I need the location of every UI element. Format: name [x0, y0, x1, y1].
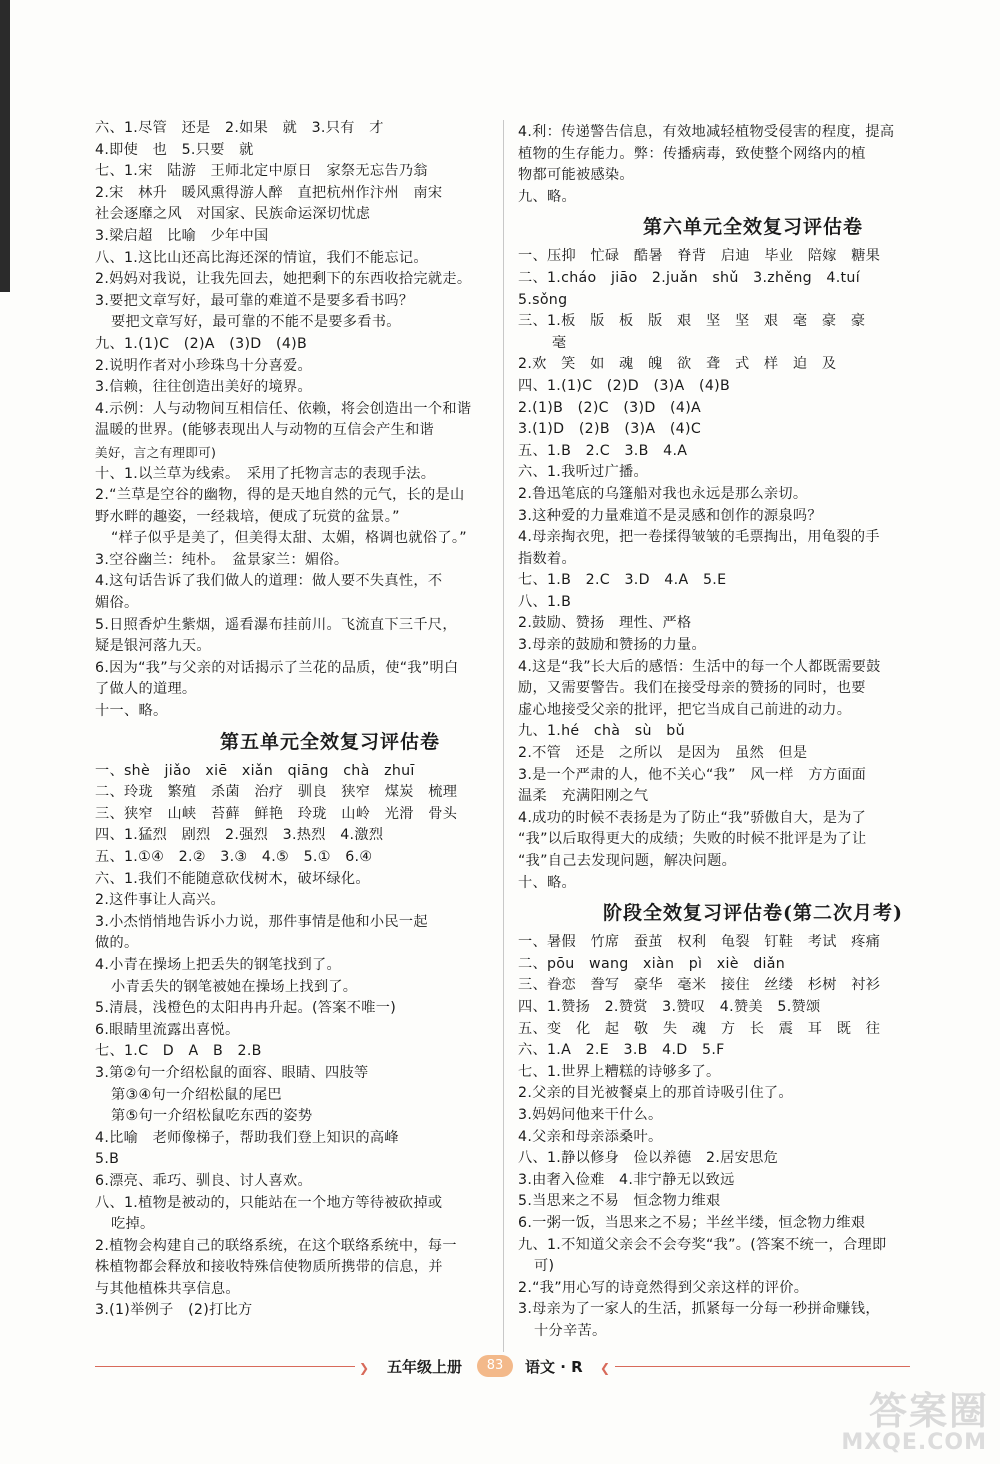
page-number: 83: [477, 1355, 513, 1377]
answer-line: 3.母亲为了一家人的生活，抓紧每一分每一秒拼命赚钱，: [518, 1301, 880, 1318]
answer-line: 九、1.hé chà sù bǔ: [518, 723, 685, 740]
answer-line: 2.这件事让人高兴。: [95, 892, 226, 909]
answer-line: 六、1.我听过广播。: [518, 464, 649, 481]
answer-line: 温柔 充满阳刚之气: [518, 788, 649, 805]
answer-line: 四、1.猛烈 剧烈 2.强烈 3.热烈 4.激烈: [95, 827, 384, 844]
section-heading: 阶段全效复习评估卷(第二次月考): [603, 902, 903, 925]
answer-line: 2.植物会构建自己的联络系统，在这个联络系统中，每一: [95, 1237, 457, 1254]
answer-line: 二、玲珑 繁殖 杀菌 治疗 驯良 狭窄 煤炭 梳理: [95, 784, 458, 801]
answer-line: 6.因为“我”与父亲的对话揭示了兰花的品质，使“我”明白: [95, 659, 459, 676]
answer-line: 2.鼓励、赞扬 理性、严格: [518, 615, 692, 632]
footer-ornament-right: ❮: [600, 1361, 611, 1375]
answer-line: 3.(1)D (2)B (3)A (4)C: [518, 421, 702, 438]
answer-line: 5.当思来之不易 恒念物力维艰: [518, 1193, 721, 1210]
answer-line: 2.鲁迅笔底的乌篷船对我也永远是那么亲切。: [518, 485, 808, 502]
answer-line: 3.要把文章写好，最可靠的难道不是要多看书吗？: [95, 292, 414, 309]
answer-line: 九、略。: [518, 188, 576, 205]
answer-line: 4.这句话告诉了我们做人的道理：做人要不失真性，不: [95, 573, 443, 590]
answer-line: 十、1.以兰草为线索。 采用了托物言志的表现手法。: [95, 465, 436, 482]
answer-line: 十分辛苦。: [534, 1322, 607, 1339]
answer-line: 做的。: [95, 935, 139, 952]
answer-line: 二、1.cháo jiāo 2.juǎn shǔ 3.zhěng 4.tuí: [518, 269, 860, 286]
answer-line: 六、1.尽管 还是 2.如果 就 3.只有 才: [95, 120, 384, 136]
answer-line: 2.宋 林升 暖风熏得游人醉 直把杭州作汴州 南宋: [95, 184, 443, 201]
answer-line: 疑是银河落九天。: [95, 638, 211, 655]
answer-line: 2.(1)B (2)C (3)D (4)A: [518, 399, 702, 416]
watermark: [818, 1380, 993, 1460]
answer-line: 2.父亲的目光被餐桌上的那首诗吸引住了。: [518, 1085, 793, 1102]
left-column: [95, 118, 565, 1322]
answer-line: 七、1.宋 陆游 王师北定中原日 家祭无忘告乃翁: [95, 163, 428, 180]
answer-line: 3.小杰悄悄地告诉小力说，那件事情是他和小民一起: [95, 913, 428, 930]
answer-line: 第③④句一介绍松鼠的尾巴: [111, 1086, 282, 1103]
answer-line: 3.梁启超 比喻 少年中国: [95, 227, 269, 244]
answer-line: 小青丢失的钢笔被她在操场上找到了。: [111, 978, 358, 995]
answer-line: 4.利：传递警告信息，有效地减轻植物受侵害的程度，提高: [518, 124, 895, 140]
answer-line: 植物的生存能力。弊：传播病毒，致使整个网络内的植: [518, 145, 866, 162]
answer-line: 6.漂亮、乖巧、驯良、讨人喜欢。: [95, 1172, 312, 1189]
answer-line: 5.清晨，浅橙色的太阳冉冉升起。(答案不唯一): [95, 1000, 397, 1017]
answer-line: 五、变 化 起 敬 失 魂 方 长 震 耳 既 往: [518, 1020, 881, 1037]
answer-line: 毫: [552, 334, 567, 351]
answer-line: 了做人的道理。: [95, 681, 197, 698]
answer-line: 3.由奢入俭难 4.非宁静无以致远: [518, 1171, 735, 1188]
answer-line: 4.父亲和母亲添桑叶。: [518, 1128, 663, 1145]
answer-line: 5.日照香炉生紫烟，遥看瀑布挂前川。飞流直下三千尺，: [95, 616, 457, 633]
answer-line: 2.不管 还是 之所以 是因为 虽然 但是: [518, 745, 808, 762]
footer-ornament-left: ❯: [359, 1361, 370, 1375]
answer-line: “我”以后取得更大的成绩；失败的时候不批评是为了让: [518, 831, 867, 848]
answer-line: 九、1.(1)C (2)A (3)D (4)B: [95, 335, 308, 352]
answer-line: 3.空谷幽兰：纯朴。 盆景家兰：媚俗。: [95, 551, 349, 568]
answer-line: 七、1.B 2.C 3.D 4.A 5.E: [518, 572, 727, 589]
answer-line: 5.B: [95, 1151, 120, 1168]
right-column: [518, 122, 988, 1342]
answer-line: 温暖的世界。(能够表现出人与动物的互信会产生和谐: [95, 422, 435, 439]
answer-line: 吃掉。: [111, 1216, 155, 1233]
answer-line: 物都可能被感染。: [518, 167, 634, 184]
answer-line: 虚心地接受父亲的批评，把它当成自己前进的动力。: [518, 701, 852, 718]
answer-line: 2.说明作者对小珍珠鸟十分喜爱。: [95, 357, 312, 374]
answer-line: 6.一粥一饭，当思来之不易；半丝半缕，恒念物力维艰: [518, 1214, 866, 1231]
answer-line: 一、暑假 竹席 蚕茧 权利 龟裂 钉鞋 考试 疼痛: [518, 934, 881, 951]
answer-line: 六、1.我们不能随意砍伐树木，破坏绿化。: [95, 870, 370, 887]
answer-line: 八、1.B: [518, 593, 572, 610]
answer-line: 与其他植株共享信息。: [95, 1280, 240, 1297]
answer-line: 2.“兰草是空谷的幽物，得的是天地自然的元气，长的是山: [95, 487, 465, 504]
answer-line: 4.母亲掏衣兜，把一卷揉得皱皱的毛票掏出，用龟裂的手: [518, 529, 880, 546]
answer-line: 三、眷恋 誊写 豪华 毫米 接住 丝缕 杉树 衬衫: [518, 977, 881, 994]
answer-line: 2.“我”用心写的诗竟然得到父亲这样的评价。: [518, 1279, 809, 1296]
answer-line: 第⑤句一介绍松鼠吃东西的姿势: [111, 1108, 313, 1125]
footer-rule-left: [95, 1366, 355, 1367]
answer-line: 八、1.这比山还高比海还深的情谊，我们不能忘记。: [95, 249, 428, 266]
answer-line: 一、shè jiǎo xiē xiǎn qiāng chà zhuī: [95, 762, 415, 779]
answer-line: 3.第②句一介绍松鼠的面容、眼睛、四肢等: [95, 1064, 369, 1081]
answer-line: 野水畔的趣姿，一经栽培，便成了玩赏的盆景。”: [95, 508, 400, 525]
watermark-url: MXQE.COM: [841, 1430, 987, 1455]
answer-line: 2.欢 笑 如 魂 魄 欲 聋 式 样 迫 及: [518, 356, 837, 373]
answer-line: 五、1.B 2.C 3.B 4.A: [518, 442, 688, 459]
answer-line: 社会逐靡之风 对国家、民族命运深切忧虑: [95, 206, 371, 223]
answer-line: 三、1.板 版 板 版 艰 坚 坚 艰 毫 豪 豪: [518, 313, 866, 330]
answer-line: “我”自己去发现问题，解决问题。: [518, 853, 737, 869]
answer-line: 要把文章写好，最可靠的不能不是要多看书。: [111, 314, 401, 331]
answer-line: “样子似乎是美了，但美得太甜、太媚，格调也就俗了。”: [111, 530, 467, 547]
answer-line: 励，又需要警告。我们在接受母亲的赞扬的同时，也要: [518, 680, 866, 697]
answer-line: 可): [534, 1258, 555, 1275]
answer-line: 媚俗。: [95, 595, 139, 612]
answer-line: 3.妈妈问他来干什么。: [518, 1106, 663, 1123]
answer-line: 4.小青在操场上把丢失的钢笔找到了。: [95, 956, 341, 973]
answer-line: 6.眼睛里流露出喜悦。: [95, 1021, 240, 1038]
footer-subject: 语文 · R: [525, 1358, 583, 1376]
answer-line: 五、1.①④ 2.② 3.③ 4.⑤ 5.① 6.④: [95, 849, 373, 865]
answer-line: 七、1.C D A B 2.B: [95, 1043, 262, 1060]
answer-line: 4.示例：人与动物间互相信任、依赖，将会创造出一个和谐: [95, 400, 472, 417]
footer-rule-right: [615, 1366, 910, 1367]
section-heading: 第五单元全效复习评估卷: [219, 730, 440, 753]
answer-line: 4.比喻 老师像梯子，帮助我们登上知识的高峰: [95, 1129, 399, 1146]
section-heading: 第六单元全效复习评估卷: [642, 216, 863, 239]
answer-line: 株植物都会释放和接收特殊信使物质所携带的信息，并: [95, 1259, 443, 1276]
answer-line: 七、1.世界上糟糕的诗够多了。: [518, 1063, 721, 1080]
answer-line: 十一、略。: [95, 703, 168, 720]
answer-line: 3.这种爱的力量难道不是灵感和创作的源泉吗？: [518, 507, 822, 524]
page-footer: [95, 1355, 910, 1379]
answer-line: 2.妈妈对我说，让我先回去，她把剩下的东西收拾完就走。: [95, 271, 472, 288]
answer-line: 4.即使 也 5.只要 就: [95, 141, 254, 158]
answer-line: 美好，言之有理即可): [95, 444, 217, 460]
answer-line: 四、1.赞扬 2.赞赏 3.赞叹 4.赞美 5.赞颂: [518, 998, 821, 1015]
answer-line: 八、1.植物是被动的，只能站在一个地方等待被砍掉或: [95, 1194, 443, 1211]
answer-line: 3.母亲的鼓励和赞扬的力量。: [518, 637, 706, 654]
answer-line: 四、1.(1)C (2)D (3)A (4)B: [518, 377, 731, 394]
answer-line: 3.信赖，往往创造出美好的境界。: [95, 379, 312, 396]
answer-line: 十、略。: [518, 874, 576, 891]
answer-line: 5.sǒng: [518, 291, 568, 308]
footer-grade: 五年级上册: [387, 1358, 463, 1376]
answer-line: 3.是一个严肃的人，他不关心“我” 风一样 方方面面: [518, 766, 867, 783]
answer-line: 六、1.A 2.E 3.B 4.D 5.F: [518, 1042, 725, 1059]
answer-line: 4.这是“我”长大后的感悟：生活中的每一个人都既需要鼓: [518, 658, 881, 675]
answer-line: 3.(1)举例子 (2)打比方: [95, 1302, 253, 1319]
answer-line: 八、1.静以修身 俭以养德 2.居安思危: [518, 1150, 779, 1167]
answer-line: 一、压抑 忙碌 酷暑 脊背 启迪 毕业 陪嫁 糖果: [518, 248, 881, 265]
answer-line: 指数着。: [518, 550, 576, 567]
answer-line: 九、1.不知道父亲会不会夸奖“我”。(答案不统一，合理即: [518, 1236, 887, 1253]
answer-line: 三、狭窄 山峡 苔藓 鲜艳 玲珑 山岭 光滑 骨头: [95, 805, 458, 822]
answer-line: 4.成功的时候不表扬是为了防止“我”骄傲自大，是为了: [518, 809, 867, 826]
watermark-logo-text: 答案圈: [868, 1389, 989, 1433]
answer-line: 二、pōu wang xiàn pì xiè diǎn: [518, 955, 786, 972]
scan-edge-bar: [0, 0, 10, 292]
